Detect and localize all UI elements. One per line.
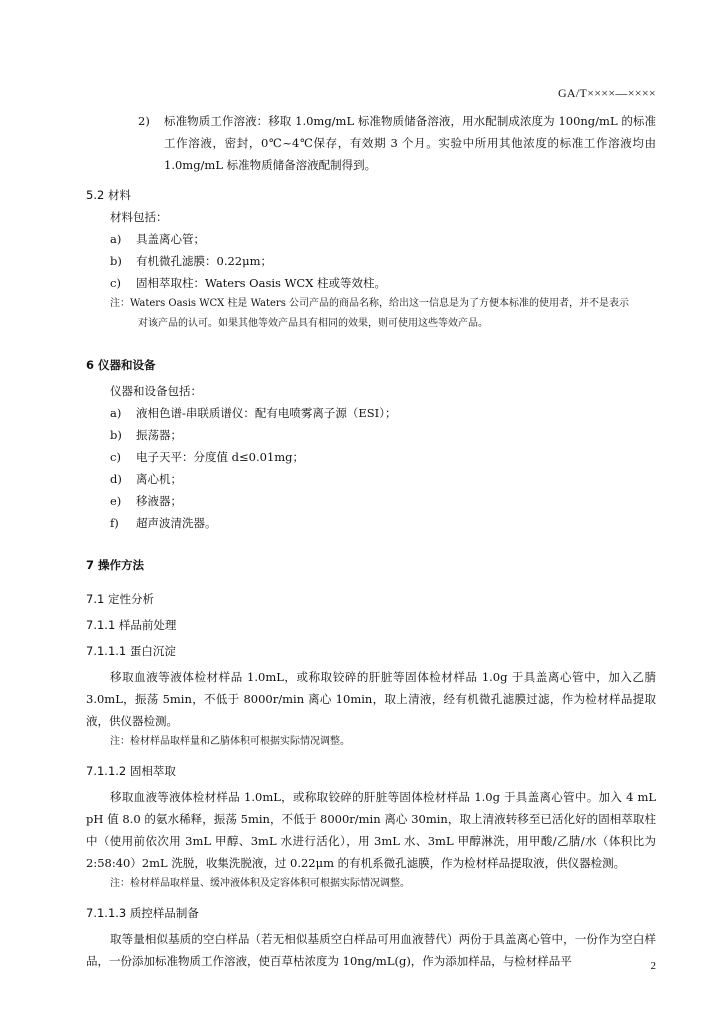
list-marker: f) [110, 516, 119, 530]
list-marker: e) [110, 494, 122, 508]
section-heading: 7 操作方法 [86, 558, 145, 572]
subsection-heading: 7.1.1 样品前处理 [86, 618, 177, 632]
list-item [86, 228, 656, 250]
list-item [86, 402, 656, 424]
list-item [86, 446, 656, 468]
list-text: 固相萃取柱：Waters Oasis WCX 柱或等效柱。 [136, 276, 387, 290]
list-marker: d) [110, 472, 122, 486]
note-text: 注：Waters Oasis WCX 柱是 Waters 公司产品的商品名称，给出这一信息是为了方便本标准的使用者，并不是表示 [110, 298, 630, 309]
paragraph: 移取血液等液体检材样品 1.0mL，或称取铰碎的肝脏等固体检材样品 1.0g 于具盖离心管中，加入乙腈 3.0mL，振荡 5min，不低于 8000r/min 离心 10min，取上清液，经有机微孔滤膜过滤，作为检材样品提取液，供仪器检测。 [86, 670, 656, 728]
list-item [86, 110, 656, 176]
list-marker: 2) [138, 114, 150, 128]
list-text: 超声波清洗器。 [136, 516, 217, 530]
doc-code: GA/T××××—×××× [557, 86, 656, 100]
list-marker: b) [110, 428, 122, 442]
list-text: 标准物质工作溶液：移取 1.0mg/mL 标准物质储备溶液，用水配制成浓度为 100ng/mL 的标准工作溶液，密封，0℃~4℃保存，有效期 3 个月。实验中所用其他浓度的标准工作溶液均由 1.0mg/mL 标准物质储备溶液配制得到。 [164, 114, 656, 172]
section-heading: 6 仪器和设备 [86, 358, 156, 372]
list-text: 振荡器； [136, 428, 182, 442]
list-item [86, 272, 656, 294]
list-marker: c) [110, 450, 121, 464]
paragraph: 取等量相似基质的空白样品（若无相似基质空白样品可用血液替代）两份于具盖离心管中，一份作为空白样品，一份添加标准物质工作溶液，使百草枯浓度为 10ng/mL(g)，作为添加样品，与检材样品平 [86, 932, 656, 968]
list-item [86, 468, 656, 490]
list-item [86, 250, 656, 272]
subsection-heading: 7.1.1.1 蛋白沉淀 [86, 644, 176, 658]
document-body [86, 110, 656, 972]
list-text: 移液器； [136, 494, 182, 508]
page-number: 2 [650, 960, 656, 972]
note-text: 注：检材样品取样量和乙腈体积可根据实际情况调整。 [110, 736, 350, 747]
note-text: 对该产品的认可。如果其他等效产品具有相同的效果，则可使用这些等效产品。 [138, 318, 488, 329]
list-item [86, 424, 656, 446]
list-item [86, 490, 656, 512]
list-marker: c) [110, 276, 121, 290]
list-marker: a) [110, 406, 122, 420]
note-text: 注：检材样品取样量、缓冲液体积及定容体积可根据实际情况调整。 [110, 878, 410, 889]
subsection-heading: 7.1 定性分析 [86, 592, 154, 606]
list-text: 离心机； [136, 472, 182, 486]
section-intro: 仪器和设备包括： [110, 384, 202, 398]
list-marker: b) [110, 254, 122, 268]
section-heading: 5.2 材料 [86, 188, 131, 202]
subsection-heading: 7.1.1.2 固相萃取 [86, 764, 176, 778]
list-text: 液相色谱-串联质谱仪：配有电喷雾离子源（ESI）； [136, 406, 397, 420]
list-marker: a) [110, 232, 122, 246]
section-intro: 材料包括： [110, 210, 168, 224]
list-text: 电子天平：分度值 d≤0.01mg； [136, 450, 305, 464]
list-text: 有机微孔滤膜：0.22μm； [136, 254, 272, 268]
subsection-heading: 7.1.1.3 质控样品制备 [86, 906, 199, 920]
paragraph: 移取血液等液体检材样品 1.0mL，或称取铰碎的肝脏等固体检材样品 1.0g 于具盖离心管中。加入 4 mL pH 值 8.0 的氨水稀释，振荡 5min，不低于 8000r/min 离心 30min，取上清液转移至已活化好的固相萃取柱中（使用前依次用 3mL 甲醇、3mL 水进行活化），用 3mL 水、3mL 甲醇淋洗，用甲酸/乙腈/水（体积比为 2:58:40）2mL 洗脱，收集洗脱液，过 0.22μm 的有机系微孔滤膜，作为检材样品提取液，供仪器检测。 [86, 790, 656, 870]
list-text: 具盖离心管； [136, 232, 205, 246]
list-item [86, 512, 656, 534]
